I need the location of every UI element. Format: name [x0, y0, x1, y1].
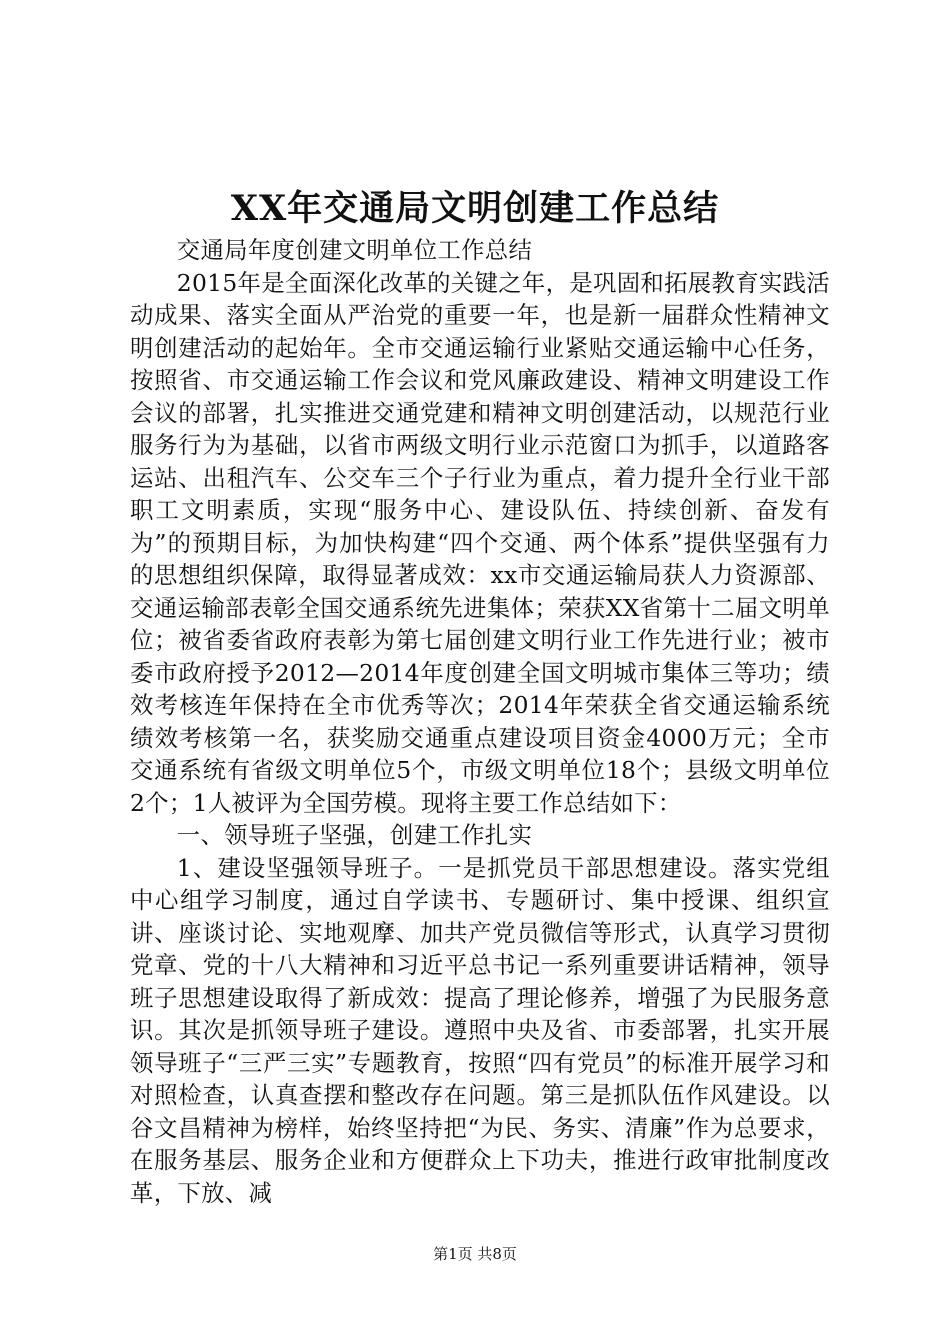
section-heading: 一、领导班子坚强，创建工作扎实: [176, 821, 533, 849]
document-title: XX年交通局文明创建工作总结: [230, 188, 720, 229]
intro-paragraph: 2015年是全面深化改革的关键之年，是巩固和拓展教育实践活动成果、落实全面从严治党的重要一年，也是新一届群众性精神文明创建活动的起始年。全市交通运输行业紧贴交通运输中心任务，按照省、市交通运输工作会议和党风廉政建设、精神文明建设工作会议的部署，扎实推进交通党建和精神文明创建活动，以规范行业服务行为为基础，以省市两级文明行业示范窗口为抓手，以道路客运站、出租汽车、公交车三个子行业为重点，着力提升全行业干部职工文明素质，实现“服务中心、建设队伍、持续创新、奋发有为”的预期目标，为加快构建“四个交通、两个体系”提供坚强有力的思想组织保障，取得显著成效：xx市交通运输局获人力资源部、交通运输部表彰全国交通系统先进集体；荣获XX省第十二届文明单位；被省委省政府表彰为第七届创建文明行业工作先进行业；被市委市政府授予2012—2014年度创建全国文明城市集体三等功；绩效考核连年保持在全市优秀等次；2014年荣获全省交通运输系统绩效考核第一名，获奖励交通重点建设项目资金4000万元；全市交通系统有省级文明单位5个，市级文明单位18个；县级文明单位2个；1人被评为全国劳模。现将主要工作总结如下：: [130, 268, 830, 817]
subtitle-paragraph: 交通局年度创建文明单位工作总结: [176, 236, 533, 264]
page-footer: 第1页 共8页: [433, 1245, 517, 1263]
document-body: [130, 234, 830, 1209]
section-paragraph: 1、建设坚强领导班子。一是抓党员干部思想建设。落实党组中心组学习制度，通过自学读书、专题研讨、集中授课、组织宣讲、座谈讨论、实地观摩、加共产党员微信等形式，认真学习贯彻党章、党的十八大精神和习近平总书记一系列重要讲话精神，领导班子思想建设取得了新成效：提高了理论修养，增强了为民服务意识。其次是抓领导班子建设。遵照中央及省、市委部署，扎实开展领导班子“三严三实”专题教育，按照“四有党员”的标准开展学习和对照检查，认真查摆和整改存在问题。第三是抓队伍作风建设。以谷文昌精神为榜样，始终坚持把“为民、务实、清廉”作为总要求，在服务基层、服务企业和方便群众上下功夫，推进行政审批制度改革，下放、减: [130, 853, 830, 1207]
